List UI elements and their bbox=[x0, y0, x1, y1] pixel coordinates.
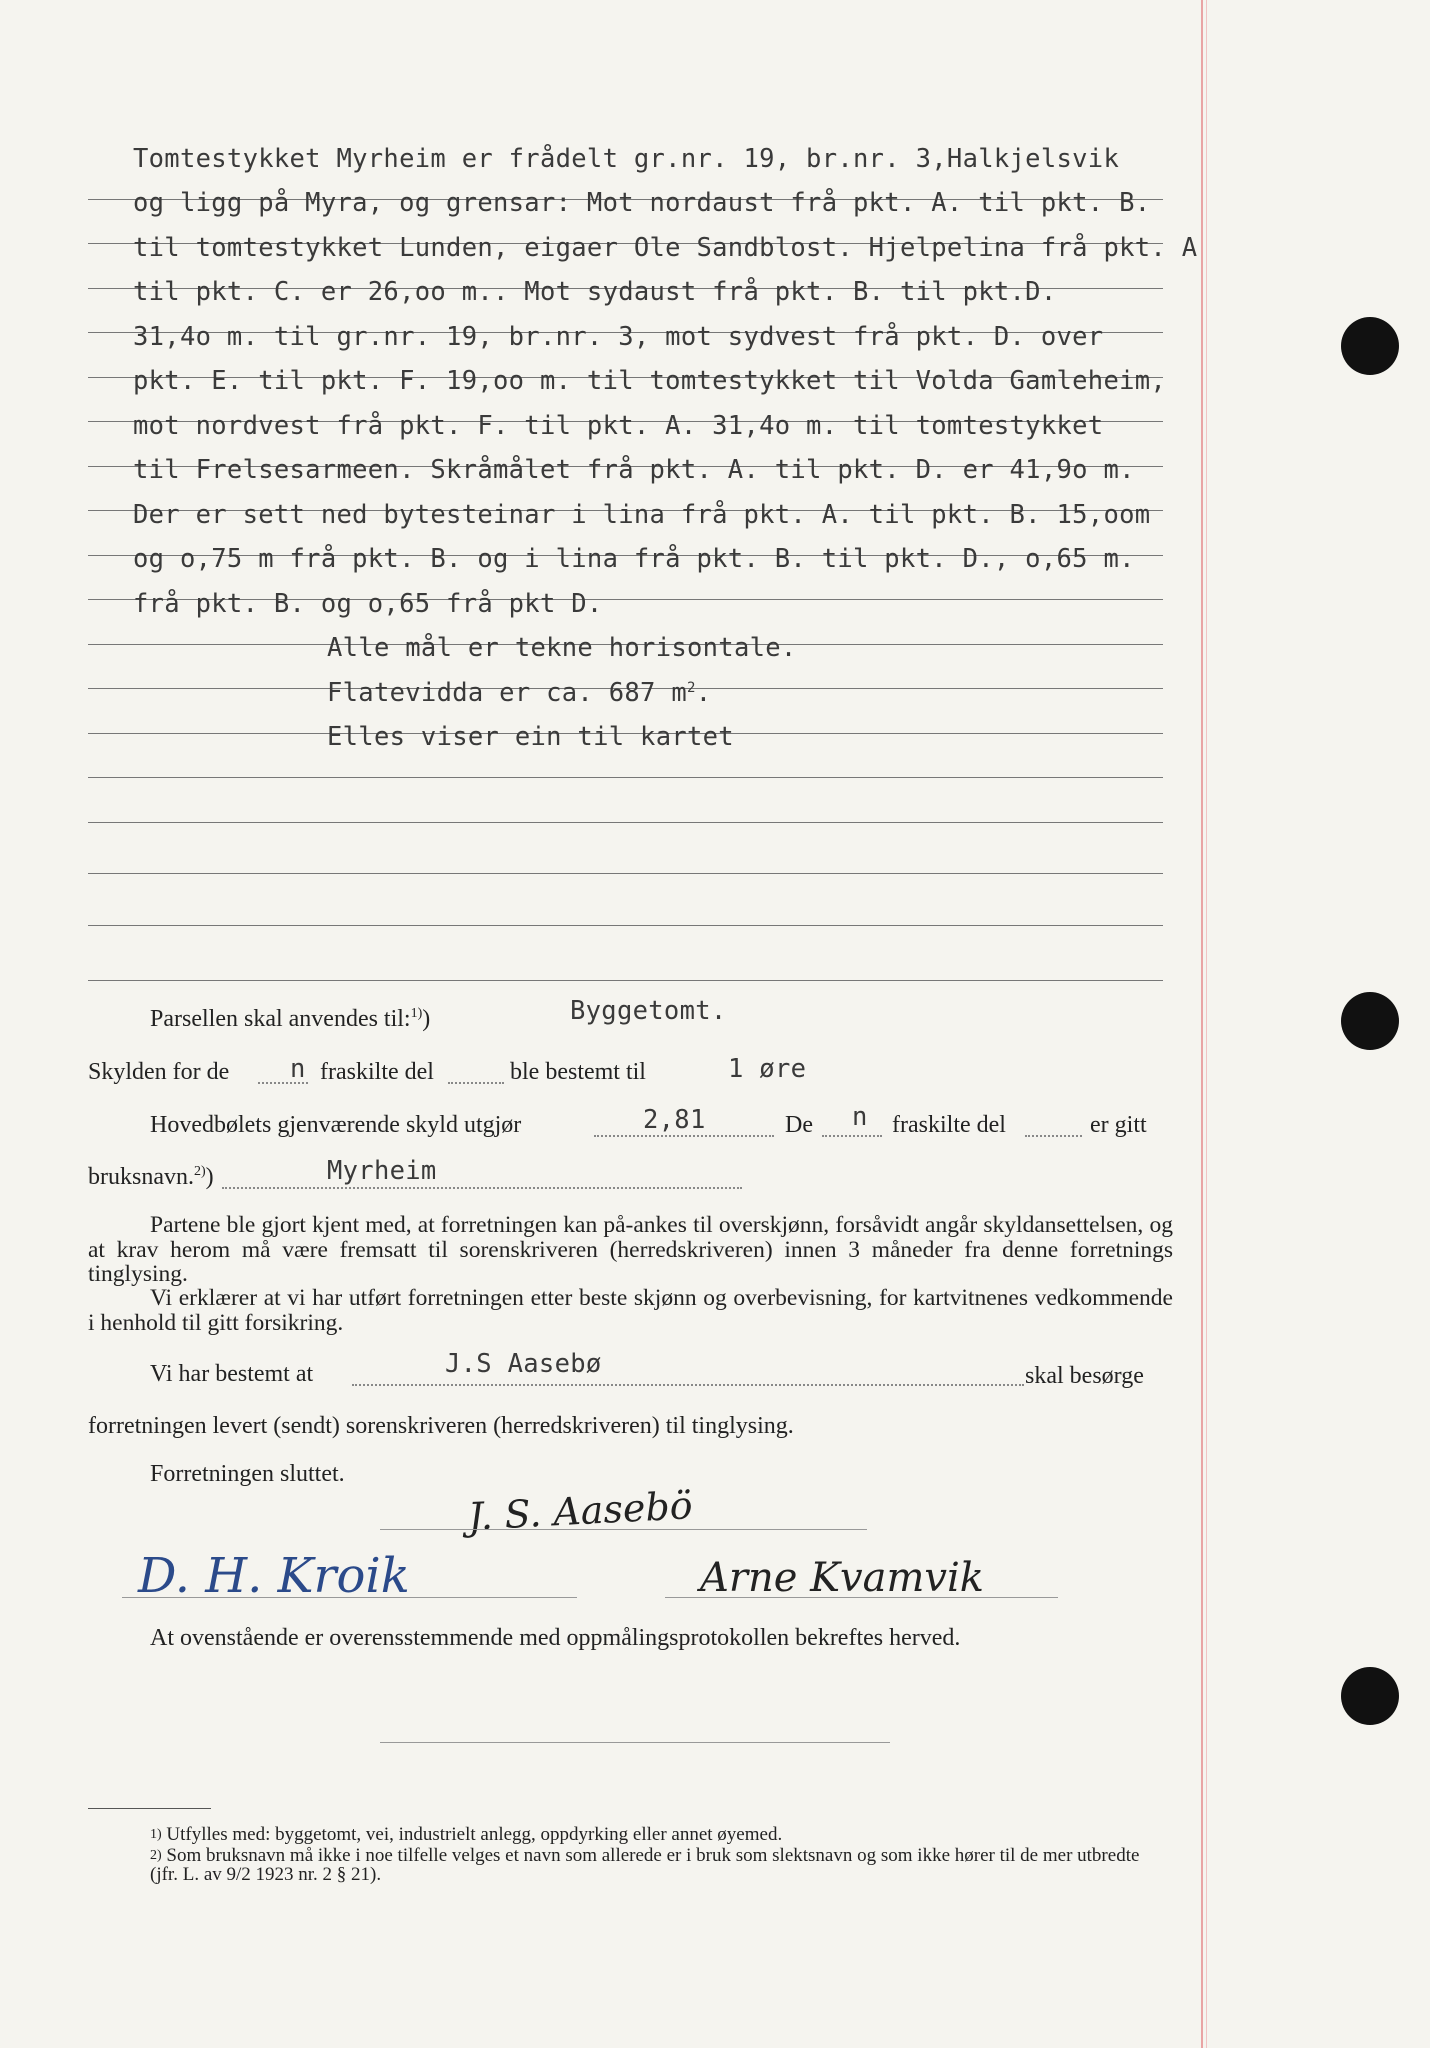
dotted-fill bbox=[352, 1384, 1024, 1386]
typed-line-2: og ligg på Myra, og grensar: Mot nordaust frå pkt. A. til pkt. B. bbox=[133, 188, 1151, 218]
dotted-fill bbox=[222, 1187, 742, 1189]
responsible-value: J.S Aasebø bbox=[445, 1349, 602, 1379]
margin-rule bbox=[1201, 0, 1203, 2048]
tax-label-a: Skylden for de bbox=[88, 1059, 230, 1085]
typed-line-5: 31,4o m. til gr.nr. 19, br.nr. 3, mot sydvest frå pkt. D. over bbox=[133, 322, 1104, 352]
remaining-label: Hovedbølets gjenværende skyld utgjør bbox=[150, 1112, 522, 1138]
typed-line-4: til pkt. C. er 26,oo m.. Mot sydaust frå pkt. B. til pkt.D. bbox=[133, 277, 1057, 307]
typed-line-9: Der er sett ned bytesteinar i lina frå pkt. A. til pkt. B. 15,oom bbox=[133, 500, 1151, 530]
area-superscript: 2 bbox=[687, 680, 696, 696]
signature-line bbox=[380, 1529, 867, 1530]
typed-line-7: mot nordvest frå pkt. F. til pkt. A. 31,4o m. til tomtestykket bbox=[133, 411, 1104, 441]
signature-line bbox=[665, 1597, 1058, 1598]
ruled-line bbox=[88, 925, 1163, 926]
margin-rule-secondary bbox=[1206, 0, 1207, 2048]
signature-kroik: D. H. Kroik bbox=[138, 1548, 410, 1604]
use-label: Parsellen skal anvendes til:$^{1)}$) bbox=[150, 1006, 431, 1032]
bruksnavn-value: Myrheim bbox=[327, 1156, 437, 1186]
bruksnavn-label-text: bruksnavn. bbox=[88, 1164, 194, 1190]
tax-fill-a: n bbox=[290, 1054, 306, 1084]
area-text: Flatevidda er ca. 687 m bbox=[327, 678, 688, 708]
typed-indented-line-2: Flatevidda er ca. 687 $m^2$. bbox=[327, 678, 712, 708]
fraskilte-label: fraskilte del bbox=[892, 1112, 1006, 1138]
appeal-text: Partene ble gjort kjent med, at forretningen kan på-ankes til overskjønn, forsåvidt angår skyldansettelsen, og at krav herom må være fremsatt til sorenskriveren (herredskriveren) innen 3 måneder fra denne forretnings tinglysing. bbox=[88, 1212, 1173, 1287]
ruled-line bbox=[88, 873, 1163, 874]
remaining-value: 2,81 bbox=[643, 1105, 706, 1135]
punch-hole-middle bbox=[1341, 992, 1399, 1050]
use-label-text: Parsellen skal anvendes til: bbox=[150, 1006, 411, 1032]
footnote-2 bbox=[150, 1846, 1160, 1884]
declaration-text: Vi erklærer at vi har utført forretningen etter beste skjønn og overbevisning, for kartvitnenes vedkommende i henhold til gitt forsikring. bbox=[88, 1285, 1173, 1336]
ruled-line bbox=[88, 980, 1163, 981]
dotted-fill bbox=[594, 1135, 774, 1137]
bruksnavn-note: 2) bbox=[193, 1164, 206, 1179]
footnote-separator bbox=[88, 1808, 211, 1809]
closing-text: Forretningen sluttet. bbox=[150, 1461, 345, 1487]
signature-kvamvik: Arne Kvamvik bbox=[700, 1555, 985, 1601]
footnote-1 bbox=[150, 1825, 1150, 1844]
typed-line-1: Tomtestykket Myrheim er frådelt gr.nr. 19, br.nr. 3,Halkjelsvik bbox=[133, 144, 1120, 174]
use-value: Byggetomt. bbox=[570, 996, 727, 1026]
signature-line bbox=[380, 1742, 890, 1743]
footnote-2-mark: 2) bbox=[150, 1848, 162, 1863]
de-label: De bbox=[785, 1112, 813, 1138]
dotted-fill bbox=[822, 1135, 882, 1137]
appeal-paragraph bbox=[88, 1213, 1173, 1287]
ruled-line bbox=[88, 777, 1163, 778]
de-fill: n bbox=[852, 1102, 868, 1132]
typed-indented-line-3: Elles viser ein til kartet bbox=[327, 722, 734, 752]
signature-line bbox=[122, 1597, 577, 1598]
certification-text: At ovenstående er overensstemmende med oppmålingsprotokollen bekreftes herved. bbox=[150, 1625, 961, 1651]
signature-aasebo: J. S. Aasebö bbox=[467, 1483, 694, 1539]
tax-label-c: ble bestemt til bbox=[510, 1059, 646, 1085]
footnote-1-mark: 1) bbox=[150, 1827, 162, 1842]
ruled-line bbox=[88, 822, 1163, 823]
typed-line-3: til tomtestykket Lunden, eigaer Ole Sandblost. Hjelpelina frå pkt. A bbox=[133, 233, 1198, 263]
delivery-text: forretningen levert (sendt) sorenskriveren (herredskriveren) til tinglysing. bbox=[88, 1413, 794, 1439]
tax-value: 1 øre bbox=[728, 1054, 807, 1084]
footnote-1-text: Utfylles med: byggetomt, vei, industrielt anlegg, oppdyrking eller annet øyemed. bbox=[166, 1824, 783, 1845]
declaration-paragraph bbox=[88, 1286, 1173, 1335]
footnote-2-text: Som bruksnavn må ikke i noe tilfelle velges et navn som allerede er i bruk som slektsnavn og som ikke hører til de mer utbredte (jfr. L. av 9/2 1923 nr. 2 § 21). bbox=[150, 1845, 1140, 1885]
responsible-label: Vi har bestemt at bbox=[150, 1361, 314, 1387]
dotted-fill bbox=[448, 1082, 504, 1084]
er-gitt-label: er gitt bbox=[1090, 1112, 1147, 1138]
use-note: 1) bbox=[410, 1006, 423, 1021]
typed-line-11: frå pkt. B. og o,65 frå pkt D. bbox=[133, 589, 603, 619]
responsible-suffix: skal besørge bbox=[1025, 1363, 1144, 1389]
dotted-fill bbox=[1025, 1135, 1082, 1137]
typed-indented-line-1: Alle mål er tekne horisontale. bbox=[327, 633, 797, 663]
punch-hole-top bbox=[1341, 317, 1399, 375]
punch-hole-bottom bbox=[1341, 1667, 1399, 1725]
typed-line-10: og o,75 m frå pkt. B. og i lina frå pkt. B. til pkt. D., o,65 m. bbox=[133, 544, 1135, 574]
typed-line-6: pkt. E. til pkt. F. 19,oo m. til tomtestykket til Volda Gamleheim, bbox=[133, 366, 1167, 396]
bruksnavn-label: bruksnavn.$^{2)}$) bbox=[88, 1164, 214, 1190]
tax-label-b: fraskilte del bbox=[320, 1059, 434, 1085]
typed-line-8: til Frelsesarmeen. Skråmålet frå pkt. A. til pkt. D. er 41,9o m. bbox=[133, 455, 1135, 485]
